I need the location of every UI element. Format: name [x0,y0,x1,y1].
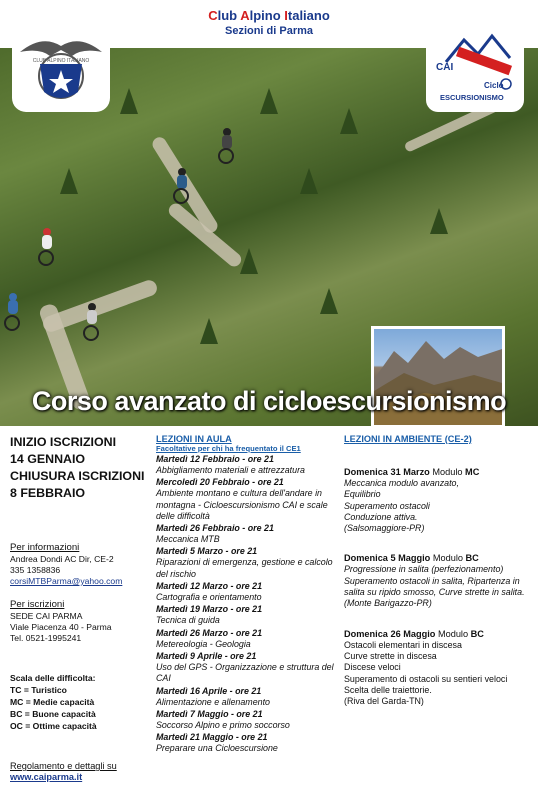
iscr-contact: SEDE CAI PARMA Viale Piacenza 40 - Parma Tel. 0521-1995241 [10,611,112,643]
aula-lesson-heading: Martedì 19 Marzo - ore 21 [156,604,263,615]
aula-lesson-topic: Tecnica di guida [156,615,220,626]
ambiente-lesson-line: (Salsomaggiore-PR) [344,523,425,534]
aula-lesson-topic: Cartografia e orientamento [156,592,262,603]
aula-lesson-topic: Meccanica MTB [156,534,220,545]
aula-column [156,434,340,754]
lesson-date: Domenica 5 Maggio [344,553,431,564]
course-title: Corso avanzato di cicloescursionismo [31,386,507,416]
ambiente-lesson-line: Discese veloci [344,662,401,673]
aula-lesson-heading: Martedì 21 Maggio - ore 21 [156,732,268,743]
ambiente-lesson-line: (Riva del Garda-TN) [344,696,424,707]
ambiente-lesson-line: Progressione in salita (perfezionamento) [344,564,504,575]
tree [200,318,218,344]
aula-lesson-topic: Alimentazione e allenamento [156,696,270,707]
ambiente-lesson-line: Equilibrio [344,489,381,500]
ambiente-lesson-line: Superamento ostacoli in salita, Ripartenza in salita su ripido smosso, Curve strette in salita. [344,575,525,598]
ambiente-title: LEZIONI IN AMBIENTE (CE-2) [344,434,472,444]
aula-title: LEZIONI IN AULA [156,434,232,444]
ambiente-lesson [344,466,534,534]
ambiente-lessons [344,466,534,707]
svg-text:CLUB ALPINO ITALIANO: CLUB ALPINO ITALIANO [32,58,90,64]
ambiente-lesson-line: (Monte Barigazzo-PR) [344,598,432,609]
ambiente-lesson-line: Scelta delle traiettorie. [344,684,432,695]
ambiente-lesson-heading [344,552,534,564]
aula-lesson-topic: Abbigliamento materiali e attrezzatura [156,465,305,475]
section-name: Sezioni di Parma [224,25,314,37]
aula-lesson-topic: Uso del GPS - Organizzazione e struttura del CAI [156,661,334,684]
info-label: Per informazioni [10,542,80,553]
eagle-star-icon [12,24,110,112]
ambiente-lesson-line: Curve strette in discesa [344,650,437,661]
info-contact: Andrea Dondi AC Dir, CE-2 335 1358836 corsiMTBParma@yahoo.com [10,554,154,587]
ambiente-lesson-line: Conduzione attiva. [344,511,418,522]
aula-lesson-topic: Ambiente montano e cultura dell'andare in montagna - Cicloescursionismo CAI e scale delle difficoltà [156,488,328,521]
ambiente-lesson [344,552,534,609]
lesson-date: Domenica 31 Marzo [344,467,430,477]
ambiente-lesson [344,628,534,708]
ambiente-lesson-heading [344,466,534,478]
lesson-level: BC [465,553,479,564]
ambiente-lesson-line: Superamento ostacoli [344,500,430,511]
left-column [10,434,154,782]
ambiente-lesson-line: Superamento di ostacoli su sentieri veloci [344,673,508,684]
tree [240,248,258,274]
lesson-date: Domenica 26 Maggio [344,628,436,639]
tree [260,88,278,114]
aula-lesson-heading: Martedì 12 Febbraio - ore 21 [156,454,274,464]
tree [430,208,448,234]
aula-lesson-heading: Martedì 7 Maggio - ore 21 [156,708,263,719]
aula-lesson-topic: Riparazioni di emergenza, gestione e calcolo del rischio [156,557,333,579]
tree [120,88,138,114]
aula-lessons [156,453,340,754]
aula-lesson-heading: Martedì 26 Febbraio - ore 21 [156,523,274,534]
ambiente-column [344,434,534,707]
lesson-level: MC [465,467,480,477]
aula-lesson-topic: Soccorso Alpino e primo soccorso [156,719,290,730]
ambiente-lesson-line: Meccanica modulo avanzato, [344,478,459,488]
lesson-module: Modulo [437,628,469,639]
difficulty-scale: Scala delle difficolta: TC = Turistico MC = Medie capacità BC = Buone capacità OC = Ottime capacità [10,673,97,731]
svg-text:Ciclo: Ciclo [484,81,504,90]
aula-lesson-heading: Martedì 26 Marzo - ore 21 [156,627,263,638]
ambiente-lesson-heading [344,628,534,640]
iscr-label: Per iscrizioni [10,599,65,610]
registration-dates: INIZIO ISCRIZIONI 14 GENNAIO CHIUSURA ISCRIZIONI 8 FEBBRAIO [10,435,145,500]
lesson-level: BC [470,628,484,639]
aula-lesson-heading: Martedì 16 Aprile - ore 21 [156,685,262,696]
svg-text:CAI: CAI [436,62,454,73]
info-email-link[interactable]: corsiMTBParma@yahoo.com [10,576,123,586]
tree [320,288,338,314]
ciclo-escursionismo-logo [426,26,524,112]
aula-lesson-heading: Martedì 9 Aprile - ore 21 [156,650,257,661]
tree [60,168,78,194]
lesson-module: Modulo [432,467,463,477]
regolamento-label: Regolamento e dettagli su [10,761,117,771]
svg-text:ESCURSIONISMO: ESCURSIONISMO [440,93,504,102]
cai-ciclo-icon [426,26,524,112]
aula-lesson-heading: Mercoledì 20 Febbraio - ore 21 [156,477,284,488]
site-link[interactable]: www.caiparma.it [10,772,83,782]
aula-lesson-topic: Preparare una Cicloescursione [156,743,278,754]
tree [300,168,318,194]
cai-logo [12,24,110,112]
aula-subtitle: Facoltative per chi ha frequentato il CE1 [156,444,301,453]
aula-lesson-heading: Martedì 5 Marzo - ore 21 [156,546,258,557]
aula-lesson-topic: Metereologia - Geologia [156,638,251,649]
lesson-module: Modulo [432,553,463,564]
ambiente-lesson-line: Ostacoli elementari in discesa [344,639,462,650]
aula-lesson-heading: Martedì 12 Marzo - ore 21 [156,581,263,592]
tree [340,108,358,134]
club-name: Club Alpino Italiano [208,8,330,23]
